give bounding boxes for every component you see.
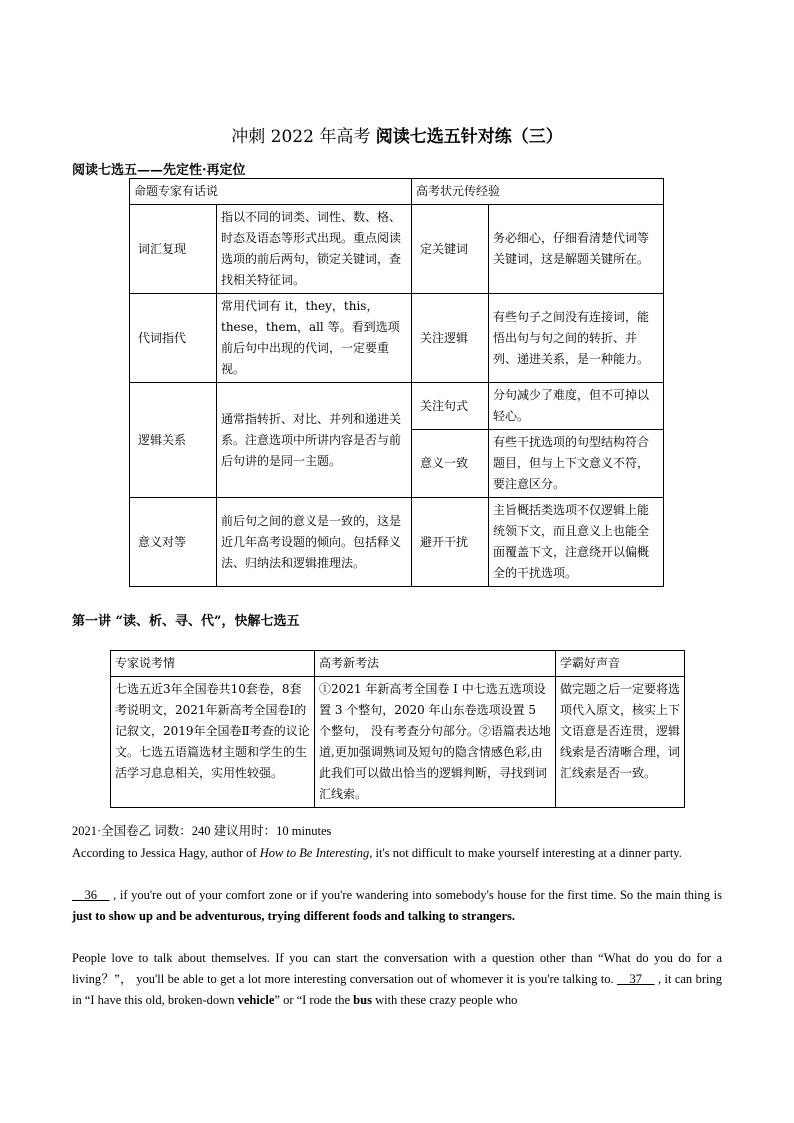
row-category: 代词指代 [130, 294, 217, 383]
row-tip: 关注逻辑 [412, 294, 489, 383]
paragraph-3 [72, 948, 722, 1011]
blank-36: __36__ [72, 888, 110, 902]
text: , it's not difficult to make yourself interesting at a dinner party. [369, 846, 682, 860]
row-description: 通常指转折、对比、并列和递进关系。注意选项中所讲内容是否与前后句讲的是同一主题。 [217, 383, 412, 498]
text: According to Jessica Hagy, author of [72, 846, 260, 860]
text: , if you're out of your comfort zone or if you're wandering into somebody's house for the first time. So the main thing is [109, 888, 722, 902]
row-category: 意义对等 [130, 498, 217, 587]
passage-meta: 2021·全国卷乙 词数：240 建议用时：10 minutes [72, 824, 332, 838]
row-tip: 避开干扰 [412, 498, 489, 587]
paragraph-1 [72, 843, 722, 864]
section2-heading: 第一讲 “读、析、寻、代”，快解七选五 [72, 614, 300, 629]
table-row [130, 383, 664, 430]
table-header: 高考状元传经验 [412, 179, 664, 205]
row-tip-description: 有些句子之间没有连接词，能悟出句与句之间的转折、并列、递进关系，是一种能力。 [489, 294, 664, 383]
table-header: 高考新考法 [315, 651, 556, 677]
row-tip-description: 务必细心，仔细看清楚代词等关键词，这是解题关键所在。 [489, 205, 664, 294]
section1-heading: 阅读七选五——先定性·再定位 [72, 163, 246, 178]
table-header: 学霸好声音 [556, 651, 685, 677]
text: with these crazy people who [371, 993, 518, 1007]
book-title: How to Be Interesting [259, 846, 370, 860]
table-cell: 七选五近3年全国卷共10套卷，8套考说明文，2021年新高考全国卷Ⅰ的记叙文，2019年全国卷Ⅱ考查的议论文。七选五语篇选材主题和学生的生活学习息息相关，实用性较强。 [111, 677, 315, 808]
table-header: 专家说考情 [111, 651, 315, 677]
title-main: 阅读七选五针对练（三） [375, 127, 563, 147]
title-prefix: 冲刺 2022 年高考 [231, 127, 376, 147]
paragraph-2 [72, 885, 722, 927]
row-tip-description: 有些干扰选项的句型结构符合题目，但与上下文意义不符，要注意区分。 [489, 430, 664, 498]
bold-word: vehicle [237, 993, 275, 1007]
table-header-row [130, 179, 664, 205]
bold-text: just to show up and be adventurous, trying different foods and talking to strangers. [72, 909, 515, 923]
row-category: 词汇复现 [130, 205, 217, 294]
exam-info-table [110, 650, 685, 808]
table-row [130, 294, 664, 383]
table-cell: 做完题之后一定要将选项代入原文，核实上下文语意是否连贯，逻辑线索是否清晰合理，词汇线索是否一致。 [556, 677, 685, 808]
text: People love to talk about themselves. If you can start the conversation with a question other than “What do you do for a living？”， you'll be able to get a lot more interesting conversation out of whomever it is you're talking to. [72, 951, 722, 986]
row-category: 逻辑关系 [130, 383, 217, 498]
blank-37: __37__ [617, 972, 655, 986]
row-description: 前后句之间的意义是一致的，这是近几年高考设题的倾向。包括释义法、归纳法和逻辑推理法。 [217, 498, 412, 587]
table-cell: ①2021 年新高考全国卷 I 中七选五选项设置 3 个整句，2020 年山东卷选项设置 5 个整句， 没有考查分句部分。②语篇表达地道,更加强调熟词及短句的隐含情感色彩,由此我们可以做出恰当的逻辑判断，寻找到词汇线索。 [315, 677, 556, 808]
strategy-table [129, 178, 664, 587]
row-tip: 关注句式 [412, 383, 489, 430]
row-description: 常用代词有 it，they，this，these，them，all 等。看到选项前后句中出现的代词，一定要重视。 [217, 294, 412, 383]
row-description: 指以不同的词类、词性、数、格、时态及语态等形式出现。重点阅读选项的前后两句，锁定关键词，查找相关特征词。 [217, 205, 412, 294]
table-header-row [111, 651, 685, 677]
text: ” or “I rode the [274, 993, 354, 1007]
table-row [130, 205, 664, 294]
table-row [111, 677, 685, 808]
row-tip: 意义一致 [412, 430, 489, 498]
bold-word: bus [353, 993, 372, 1007]
text: , it can bring in “I have this old, broken-down [72, 972, 722, 1007]
row-tip: 定关键词 [412, 205, 489, 294]
table-header: 命题专家有话说 [130, 179, 412, 205]
row-tip-description: 分句减少了难度，但不可掉以轻心。 [489, 383, 664, 430]
page-title [0, 122, 794, 147]
table-row [130, 498, 664, 587]
row-tip-description: 主旨概括类选项不仅逻辑上能统领下文，而且意义上也能全面覆盖下文，注意绕开以偏概全的干扰选项。 [489, 498, 664, 587]
